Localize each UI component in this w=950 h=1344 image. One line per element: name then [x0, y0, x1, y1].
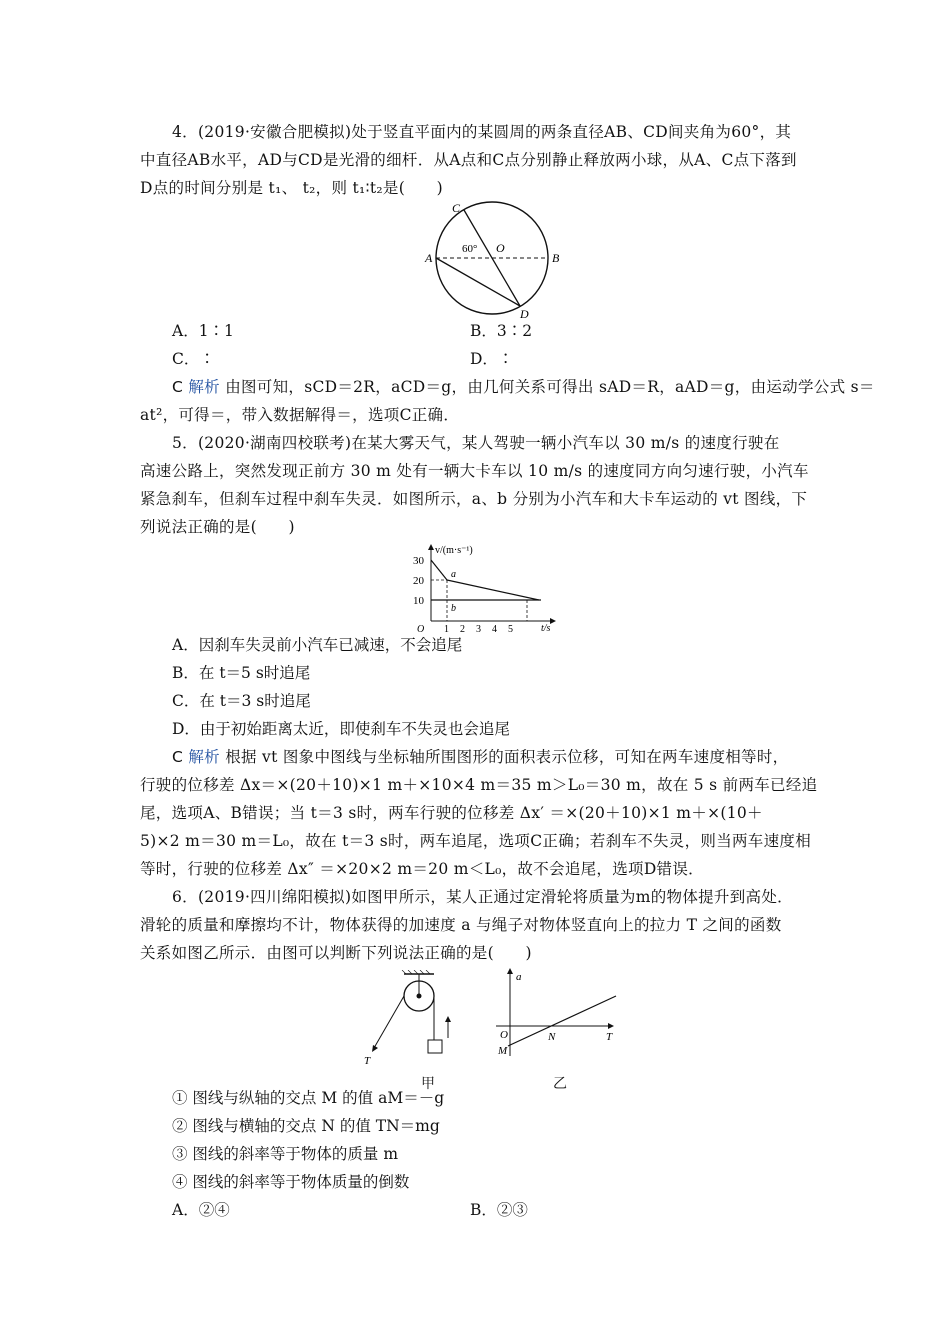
q5-option-a: A．因刹车失灵前小汽车已减速，不会追尾 [172, 636, 463, 654]
q4-label-C: C [452, 201, 461, 215]
q6-yi-label-a: a [516, 971, 522, 983]
q5-solution-line5: 等时，行驶的位移差 Δx″ ＝×20×2 m＝20 m＜L₀，故不会追尾，选项D错误． [140, 860, 704, 878]
q5-option-d: D．由于初始距离太近，即使刹车不失灵也会追尾 [172, 720, 510, 738]
q5-vt-graph [405, 541, 565, 633]
q6-stem-line1: 6．(2019·四川绵阳模拟)如图甲所示，某人正通过定滑轮将质量为m的物体提升到高处． [172, 888, 793, 906]
q5-option-b: B．在 t＝5 s时追尾 [172, 664, 311, 682]
q5-stem-line3: 紧急刹车，但刹车过程中刹车失灵．如图所示，a、b 分别为小汽车和大卡车运动的 vt 图线，下 [140, 490, 808, 508]
q5-solution-text1: 根据 vt 图象中图线与坐标轴所围图形的面积表示位移，可知在两车速度相等时， [225, 748, 789, 766]
q4-stem-line3: D点的时间分别是 t₁、 t₂，则 t₁∶t₂是( ) [140, 179, 444, 197]
q5-solution-line3: 尾，选项A、B错误；当 t＝3 s时，两车行驶的位移差 Δx′ ＝×(20＋10)×1 m＋×(10＋ [140, 804, 763, 822]
q5-graph-ytick-10: 10 [413, 595, 424, 607]
q4-stem-line2: 中直径AB水平，AD与CD是光滑的细杆．从A点和C点分别静止释放两小球，从A、C点下落到 [140, 151, 797, 169]
q5-answer: C [172, 748, 184, 766]
q4-solution-text1: 由图可知，sCD＝2R，aCD＝g，由几何关系可得出 sAD＝R，aAD＝g，由运动学公式 s＝ [225, 378, 875, 396]
q6-yi-label-N: N [548, 1031, 556, 1043]
q4-analysis-label: 解析 [188, 378, 220, 396]
q6-statement-1: ① 图线与纵轴的交点 M 的值 aM＝－g [172, 1089, 445, 1107]
q5-graph-ylabel: v/(m·s⁻¹) [435, 545, 473, 556]
q5-analysis-label: 解析 [188, 748, 220, 766]
q5-graph-xtick-2: 2 [460, 624, 465, 633]
q6-option-b: B．②③ [470, 1201, 528, 1219]
q5-stem-line1: 5．(2020·湖南四校联考)在某大雾天气，某人驾驶一辆小汽车以 30 m/s 的速度行驶在 [172, 434, 780, 452]
q4-circle-figure [420, 200, 570, 320]
q5-solution-line2: 行驶的位移差 Δx＝×(20＋10)×1 m＋×10×4 m＝35 m＞L₀＝30 m，故在 5 s 前两车已经追 [140, 776, 818, 794]
q5-graph-xtick-1: 1 [444, 624, 449, 633]
q5-solution-line4: 5)×2 m＝30 m＝L₀，故在 t＝3 s时，两车追尾，选项C正确；若刹车不失灵，则当两车速度相 [140, 832, 811, 850]
q4-label-O: O [496, 241, 505, 255]
q4-label-B: B [552, 251, 560, 265]
q6-fig-yi-caption: 乙 [553, 1076, 567, 1092]
q5-graph-label-b: b [451, 603, 456, 614]
q6-stem-line2: 滑轮的质量和摩擦均不计，物体获得的加速度 a 与绳子对物体竖直向上的拉力 T 之间的函数 [140, 916, 782, 934]
q5-stem-line4: 列说法正确的是( ) [140, 518, 295, 536]
q5-graph-origin: O [417, 624, 425, 633]
q5-graph-xtick-3: 3 [476, 624, 481, 633]
q5-graph-xtick-5: 5 [508, 624, 513, 633]
q4-answer: C [172, 378, 184, 396]
q5-graph-ytick-30: 30 [413, 555, 424, 567]
q5-graph-xtick-4: 4 [492, 624, 497, 633]
q4-stem-line1: 4．(2019·安徽合肥模拟)处于竖直平面内的某圆周的两条直径AB、CD间夹角为60°，其 [172, 123, 792, 141]
q6-yi-label-O: O [500, 1029, 508, 1041]
q6-fig-jia-caption: 甲 [421, 1076, 435, 1092]
q5-option-c: C．在 t＝3 s时追尾 [172, 692, 311, 710]
q6-aT-graph [492, 966, 622, 1066]
q4-label-A: A [425, 251, 433, 265]
q6-statement-3: ③ 图线的斜率等于物体的质量 m [172, 1145, 399, 1163]
q4-option-d: D．∶ [470, 350, 514, 368]
q4-solution-line2: at²，可得＝，带入数据解得＝，选项C正确． [140, 406, 460, 424]
q4-label-angle: 60° [462, 243, 478, 255]
q6-stem-line3: 关系如图乙所示．由图可以判断下列说法正确的是( ) [140, 944, 532, 962]
q5-solution-line1 [172, 747, 788, 767]
q6-jia-label-T: T [364, 1055, 371, 1067]
q4-label-D: D [520, 307, 529, 320]
q6-yi-label-T: T [606, 1031, 613, 1043]
q4-solution-line1 [172, 377, 875, 397]
q5-graph-xlabel: t/s [541, 623, 551, 633]
q4-option-c: C．∶ [172, 350, 215, 368]
q5-stem-line2: 高速公路上，突然发现正前方 30 m 处有一辆大卡车以 10 m/s 的速度同方向匀速行驶，小汽车 [140, 462, 809, 480]
q4-option-b: B．3∶2 [470, 322, 533, 340]
q4-option-a: A．1∶1 [172, 322, 234, 340]
q6-option-a: A．②④ [172, 1201, 230, 1219]
q6-pulley-figure [362, 970, 462, 1070]
q6-statement-2: ② 图线与横轴的交点 N 的值 TN＝mg [172, 1117, 440, 1135]
q6-yi-label-M: M [498, 1045, 508, 1057]
q6-statement-4: ④ 图线的斜率等于物体质量的倒数 [172, 1173, 410, 1191]
q5-graph-ytick-20: 20 [413, 575, 424, 587]
q5-graph-label-a: a [451, 569, 456, 580]
